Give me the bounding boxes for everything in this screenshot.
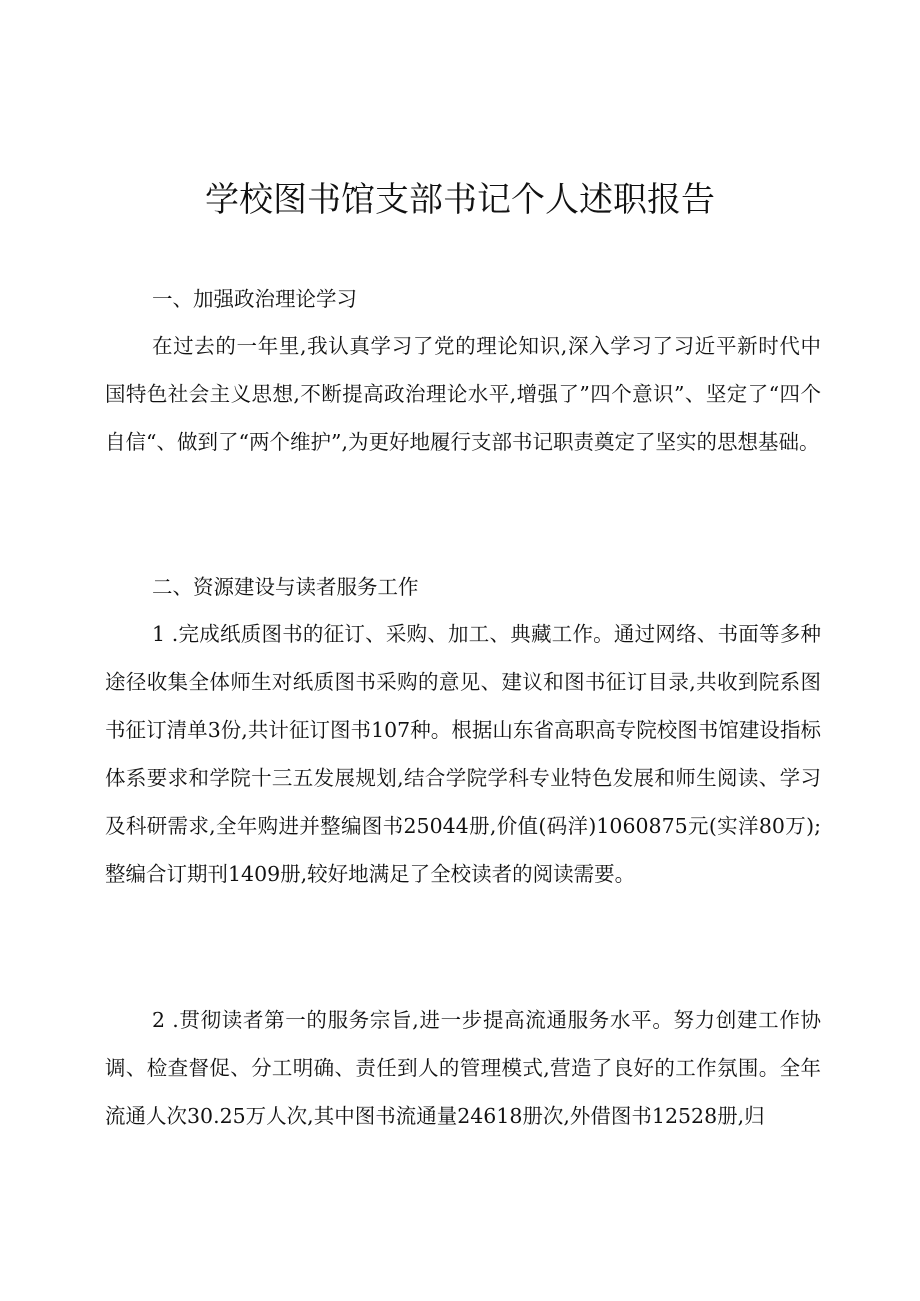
section-heading-resources-services: 二、资源建设与读者服务工作 <box>152 575 419 599</box>
paragraph-book-acquisition: 1 .完成纸质图书的征订、采购、加工、典藏工作。通过网络、书面等多种途径收集全体师生对纸质图书采购的意见、建议和图书征订目录,共收到院系图书征订清单3份,共计征订图书107种。根据山东省高职高专院校图书馆建设指标体系要求和学院十三五发展规划,结合学院学科专业特色发展和师生阅读、学习及科研需求,全年购进并整编图书25044册,价值(码洋)1060875元(实洋80万);整编合订期刊1409册,较好地满足了全校读者的阅读需要。 <box>105 622 821 886</box>
section-heading-political-study: 一、加强政治理论学习 <box>152 287 357 311</box>
paragraph-circulation-service: 2 .贯彻读者第一的服务宗旨,进一步提高流通服务水平。努力创建工作协调、检查督促、分工明确、责任到人的管理模式,营造了良好的工作氛围。全年流通人次30.25万人次,其中图书流通量24618册次,外借图书12528册,归 <box>105 1008 821 1128</box>
document-title: 学校图书馆支部书记个人述职报告 <box>205 180 715 220</box>
paragraph-political-study: 在过去的一年里,我认真学习了党的理论知识,深入学习了习近平新时代中国特色社会主义思想,不断提高政治理论水平,增强了”四个意识”、坚定了“四个自信“、做到了“两个维护”,为更好地履行支部书记职责奠定了坚实的思想基础。 <box>105 334 821 454</box>
